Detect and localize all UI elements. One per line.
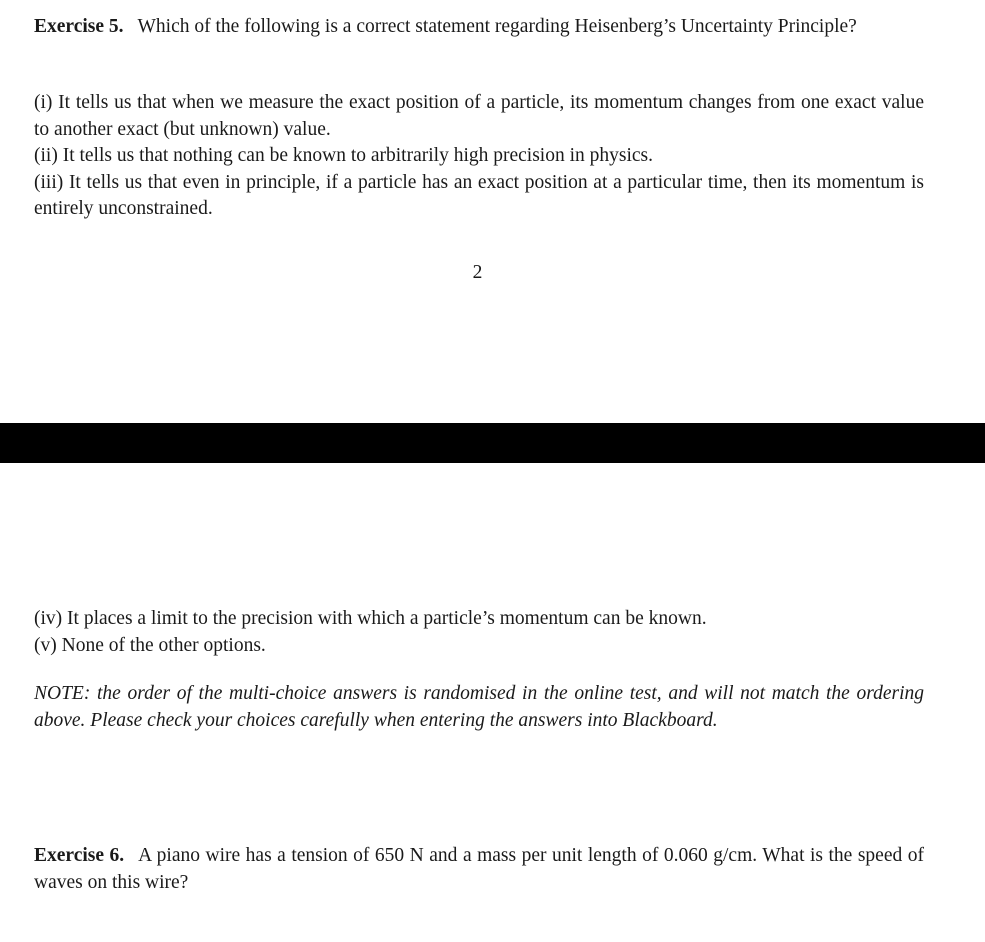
page-number: 2 xyxy=(472,262,483,283)
exercise-6-title: Exercise 6. xyxy=(34,845,125,866)
option-iii: (iii) It tells us that even in principle, if a particle has an exact position at a particular time, then its momentum is entirely unconstrained. xyxy=(34,171,924,220)
exercise-6-question-text: A piano wire has a tension of 650 N and a mass per unit length of 0.060 g/cm. What is the speed of waves on this wire? xyxy=(34,845,924,893)
option-iv: (iv) It places a limit to the precision with which a particle’s momentum can be known. xyxy=(34,608,707,629)
exercise-5-options-page2 xyxy=(34,606,924,659)
exercise-5-options-page1 xyxy=(34,90,924,223)
option-v: (v) None of the other options. xyxy=(34,634,266,656)
option-ii: (ii) It tells us that nothing can be known to arbitrarily high precision in physics. xyxy=(34,145,654,167)
note-paragraph xyxy=(34,681,924,734)
note-text: NOTE: the order of the multi-choice answers is randomised in the online test, and will not match the ordering above. Please check your choices carefully when entering the answers into Blackboard. xyxy=(34,683,924,731)
exercise-5-title: Exercise 5. xyxy=(34,16,124,37)
page-break-bar xyxy=(0,423,985,463)
exercise-6-question xyxy=(34,843,924,896)
option-i: (i) It tells us that when we measure the exact position of a particle, its momentum changes from one exact value to another exact (but unknown) value. xyxy=(34,92,924,140)
exercise-5-question-text: Which of the following is a correct statement regarding Heisenberg’s Uncertainty Principle? xyxy=(137,16,857,37)
exercise-5-question xyxy=(34,14,924,41)
